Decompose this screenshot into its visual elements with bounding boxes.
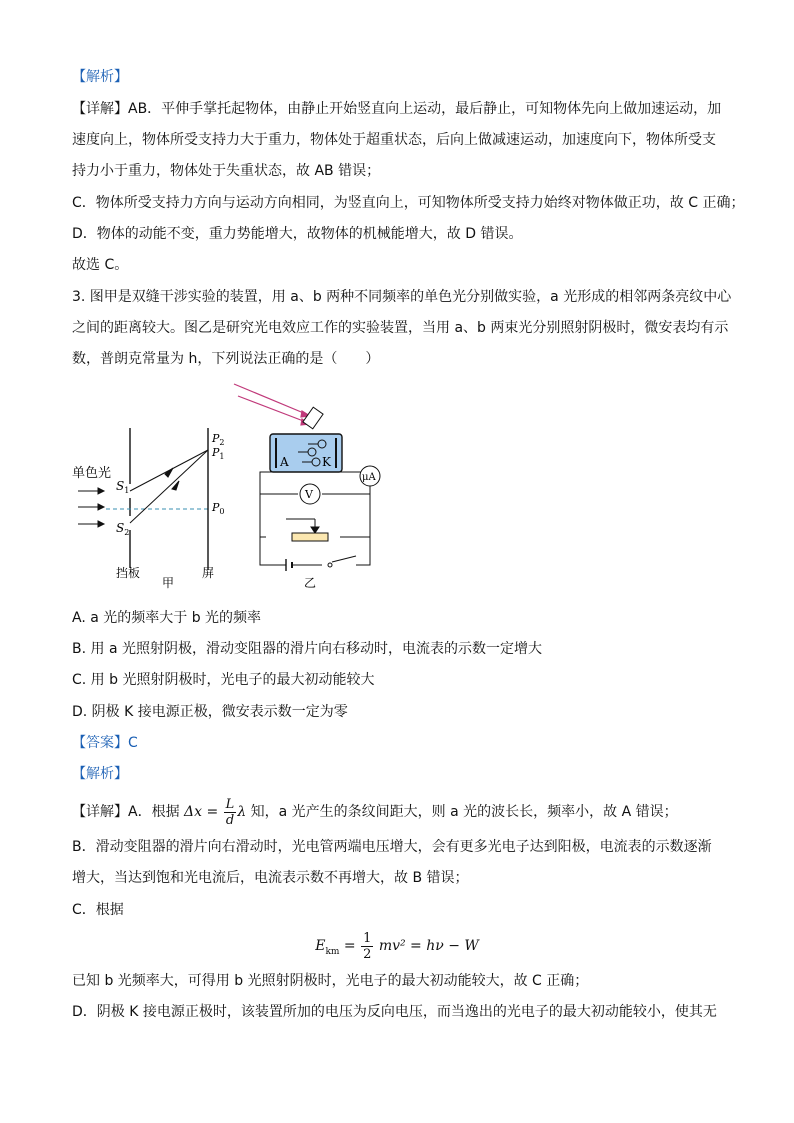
monochromatic-light-label: 单色光	[72, 466, 112, 481]
detail-b-line-2: 增大，当达到饱和光电流后，电流表示数不再增大，故 B 错误；	[72, 870, 469, 886]
voltmeter-label: V	[305, 488, 313, 501]
point-p0-label: $P_0$	[212, 501, 225, 516]
slit-s1-label: $S_1$	[116, 479, 130, 495]
detail-a-line	[72, 795, 732, 829]
circuit-wires	[260, 466, 370, 565]
question-3-stem-line-3: 数，普朗克常量为 h，下列说法正确的是（ ）	[72, 351, 380, 367]
answer: 【答案】C	[72, 735, 138, 751]
formula-a-denominator: d	[225, 812, 235, 828]
figure-a-caption: 甲	[162, 576, 175, 590]
slit-s2-label: $S_2$	[116, 521, 130, 537]
formula-c-equals: =	[343, 938, 356, 954]
option-a: A. a 光的频率大于 b 光的频率	[72, 610, 262, 626]
point-p2-label: $P_2$	[212, 432, 225, 447]
question-3-stem-line-2: 之间的距离较大。图乙是研究光电效应工作的实验装置，当用 a、b 两束光分别照射阴极时，微安表均有示	[72, 320, 729, 336]
formula-a-lhs: Δx =	[184, 804, 219, 820]
question-3-stem-line-1: 3. 图甲是双缝干涉实验的装置，用 a、b 两种不同频率的单色光分别做实验，a 光形成的相邻两条亮纹中心	[72, 289, 732, 305]
formula-a-fraction	[224, 797, 237, 828]
point-p1-label: $P_1$	[212, 446, 225, 461]
formula-c	[0, 928, 794, 964]
phototube-neck	[303, 407, 323, 429]
detail-a-suffix: 知，a 光产生的条纹间距大，则 a 光的波长长，频率小，故 A 错误；	[250, 804, 678, 820]
screen-label: 屏	[202, 566, 215, 580]
formula-c-numerator: 1	[363, 930, 372, 946]
analysis-label-2: 【解析】	[72, 766, 128, 782]
barrier-label: 挡板	[116, 566, 141, 580]
figure-b-caption: 乙	[304, 576, 317, 590]
detail-line-1: 【详解】AB．平伸手掌托起物体，由静止开始竖直向上运动，最后静止，可知物体先向上做加速运动，加	[72, 101, 722, 117]
formula-c-rhs: mv² = hν − W	[378, 938, 479, 954]
cathode-label: K	[322, 455, 331, 469]
formula-c-denominator: 2	[363, 946, 372, 962]
option-d: D. 阴极 K 接电源正极，微安表示数一定为零	[72, 704, 348, 720]
incident-arrows	[78, 488, 104, 527]
microammeter-label: μA	[362, 472, 376, 483]
detail-a-prefix: 【详解】A．根据	[72, 804, 180, 820]
light-rays	[130, 450, 208, 523]
experiment-figure	[60, 380, 400, 595]
detail-c-intro: C．根据	[72, 902, 124, 918]
formula-c-lhs: $E_{km}$	[315, 938, 340, 957]
rheostat	[292, 533, 328, 541]
option-c-explanation: C．物体所受支持力方向与运动方向相同，为竖直向上，可知物体所受支持力始终对物体做正功，故 C 正确；	[72, 195, 745, 211]
option-c: C. 用 b 光照射阴极时，光电子的最大初动能较大	[72, 672, 375, 688]
option-b: B. 用 a 光照射阴极，滑动变阻器的滑片向右移动时，电流表的示数一定增大	[72, 641, 542, 657]
analysis-label: 【解析】	[72, 69, 128, 85]
formula-a-lambda: λ	[237, 804, 247, 820]
detail-d-line: D．阴极 K 接电源正极时，该装置所加的电压为反向电压，而当逸出的光电子的最大初动能较小，使其无	[72, 1004, 717, 1020]
option-d-explanation: D．物体的动能不变，重力势能增大，故物体的机械能增大，故 D 错误。	[72, 226, 523, 242]
anode-label: A	[280, 455, 289, 469]
detail-line-3: 持力小于重力，物体处于失重状态，故 AB 错误；	[72, 163, 381, 179]
detail-b-line-1: B．滑动变阻器的滑片向右滑动时，光电管两端电压增大，会有更多光电子达到阳极，电流表的示数逐渐	[72, 839, 712, 855]
switch-contact	[328, 563, 332, 567]
detail-line-2: 速度向上，物体所受支持力大于重力，物体处于超重状态，后向上做减速运动，加速度向下，物体所受支	[72, 132, 716, 148]
final-choice: 故选 C。	[72, 257, 129, 273]
incident-beams	[234, 384, 310, 425]
detail-c-line: 已知 b 光频率大，可得用 b 光照射阴极时，光电子的最大初动能较大，故 C 正确；	[72, 973, 589, 989]
formula-c-fraction	[361, 931, 373, 962]
formula-a-numerator: L	[225, 796, 235, 812]
